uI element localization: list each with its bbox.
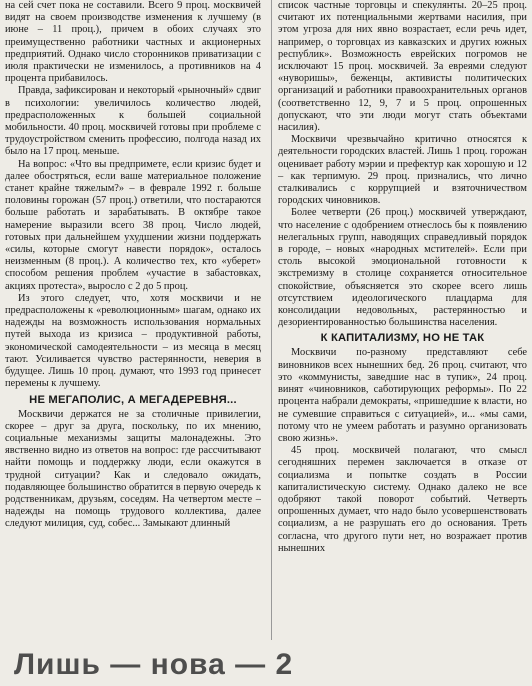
- paragraph: Правда, зафиксирован и некоторый «рыночный» сдвиг в психологии: увеличилось количество людей, предрасположенных к большей социальной мобильности. 40 проц. москвичей готовы при проблеме с трудоустройством сменить профессию, полгода назад их было на 17 проц. меньше.: [5, 85, 261, 158]
- paragraph: Более четверти (26 проц.) москвичей утверждают, что население с одобрением отнеслось бы к появлению нелегальных групп, наводящих справедливый порядок в городе, – новых «народных мстителей». Если при столь высокой эмоциональной готовности к экстремизму в столице сохраняется относительное спокойствие, объясняется это скорее всего лишь отсутствием идеологического плацдарма для консолидации недовольных, растерянностью и дезориентированностью большинства населения.: [278, 207, 527, 329]
- bottom-headline-fragment: Лишь — нова — 2: [14, 648, 294, 681]
- article-columns: [5, 0, 528, 640]
- paragraph: На вопрос: «Что вы предпримете, если кризис будет и далее обостряться, если ваше материальное положение станет крайне тяжелым?» – в феврале 1992 г. больше половины горожан (57 проц.) ответили, что постараются больше работать и зарабатывать. В октябре такое намерение выразили всего 38 проц. Число людей, готовых при дальнейшем ухудшении жизни поддержать «силы, которые смогут навести порядок», осталось неизменным (8 проц.). А количество тех, кто «уберет» способом решения проблем «участие в забастовках, акциях протеста», выросло с 2 до 5 проц.: [5, 158, 261, 292]
- paragraph: Из этого следует, что, хотя москвичи и не предрасположены к «революционным» шагам, однако их надежды на возможность использования нормальных путей выхода из кризиса – продуктивной работы, экономической самодеятельности – из месяца в месяц тают. Усиливается чувство растерянности, неверия в будущее. Лишь 10 проц. думают, что 1993 год принесет перемены к лучшему.: [5, 292, 261, 390]
- paragraph: Москвичи чрезвычайно критично относятся к деятельности городских властей. Лишь 1 проц. горожан оценивает работу мэрии и префектур как хорошую и 12 – как терпимую. 29 проц. признались, что лично сталкивались с коррупцией и взяточничеством городских чиновников.: [278, 134, 527, 207]
- paragraph: на сей счет пока не составили. Всего 9 проц. москвичей видят на своем производстве изменения к лучшему (в июне – 11 проц.), причем в обоих случаях это преимущественно работники частных и акционерных предприятий. Однако число сторонников приватизации с июля практически не изменилось, а противников на 4 процента прибавилось.: [5, 0, 261, 85]
- paragraph: список частные торговцы и спекулянты. 20–25 проц. считают их потенциальными жертвами насилия, при этом угроза для них явно возрастает, если речь идет, например, о торговцах из кавказских и других южных республик». Возможность еврейских погромов не исключают 15 проц. москвичей. За евреями следуют «нуворишы», беженцы, активисты политических организаций и работники правоохранительных органов (соответственно 12, 9, 7 и 5 проц. опрошенных допускают, что эти люди могут стать объектами насилия).: [278, 0, 527, 134]
- right-column: [271, 0, 527, 640]
- left-column: [5, 0, 261, 640]
- paragraph: Москвичи по-разному представляют себе виновников всех нынешних бед. 26 проц. считают, что это «коммунисты, заведшие нас в тупик», 24 проц. винят «чиновников, саботирующих реформы». По 22 процента набрали демократы, «пришедшие к власти, но не сумевшие справиться с ситуацией», и... «мы сами, потому что не умеем работать и разумно организовать свою жизнь».: [278, 347, 527, 444]
- section-heading: К КАПИТАЛИЗМУ, НО НЕ ТАК: [320, 332, 485, 345]
- paragraph: 45 проц. москвичей полагают, что смысл сегодняшних перемен заключается в отказе от социализма и попытке создать в России капиталистическую систему. Однако далеко не все одобряют такой поворот событий. Четверть опрошенных думает, что надо было усовершенствовать социализм, а не разрушать его до основания. Треть согласна, что другого пути нет, но возражает против нынешних: [278, 445, 527, 554]
- section-heading: НЕ МЕГАПОЛИС, А МЕГАДЕРЕВНЯ...: [29, 393, 237, 406]
- paragraph: Москвичи держатся не за столичные привилегии, скорее – друг за друга, поскольку, по их мнению, социальные механизмы защиты малонадежны. Это явственно видно из ответов на вопрос: где рассчитывают найти помощь и поддержку люди, если окажутся в трудной ситуации? Как и следовало ожидать, подавляющее большинство обратится в первую очередь к родственникам, друзьям, соседям. На четвертом месте – надежды на помощь трудового коллектива, далее следуют милиция, суд, собес... Замыкают длинный: [5, 408, 261, 530]
